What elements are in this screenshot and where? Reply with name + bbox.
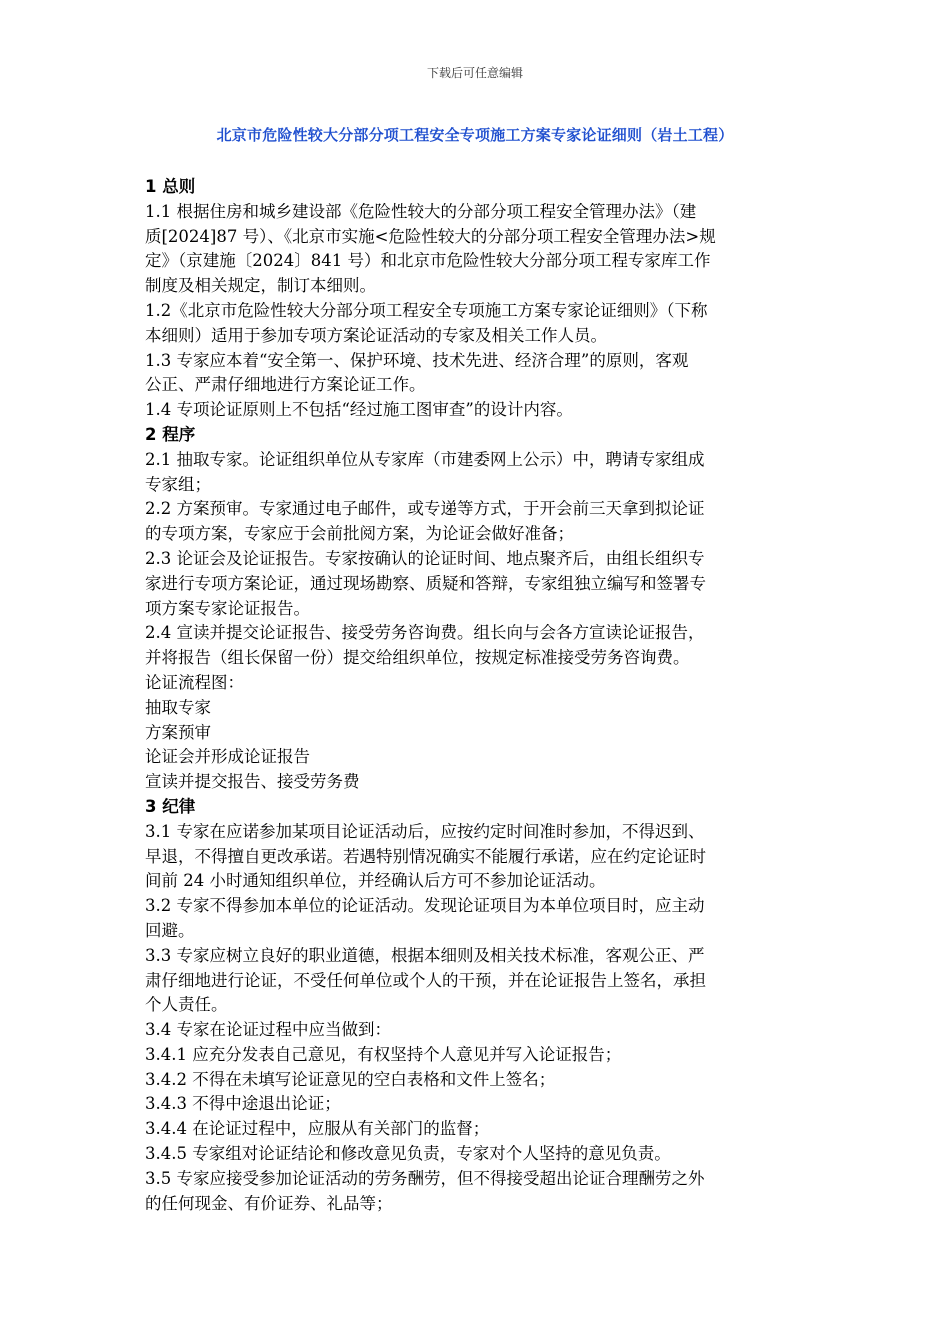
paragraph-line: 1.1 根据住房和城乡建设部《危险性较大的分部分项工程安全管理办法》（建 [145,201,697,221]
paragraph-line: 本细则）适用于参加专项方案论证活动的专家及相关工作人员。 [145,325,607,345]
paragraph-line: 论证会并形成论证报告 [145,747,310,767]
paragraph-line: 3.3 专家应树立良好的职业道德，根据本细则及相关技术标准，客观公正、严 [145,945,705,965]
paragraph-line: 3.4.1 应充分发表自己意见，有权坚持个人意见并写入论证报告； [145,1044,622,1064]
paragraph-line: 3.4.3 不得中途退出论证； [145,1094,341,1114]
paragraph-line: 宣读并提交报告、接受劳务费 [145,772,360,792]
paragraph-line: 公正、严肃仔细地进行方案论证工作。 [145,375,426,395]
paragraph-line: 个人责任。 [145,995,228,1015]
section-heading: 2 程序 [145,424,196,444]
paragraph-line: 专家组； [145,474,211,494]
paragraph-line: 并将报告（组长保留一份）提交给组织单位，按规定标准接受劳务咨询费。 [145,648,690,668]
paragraph-line: 1.2《北京市危险性较大分部分项工程安全专项施工方案专家论证细则》（下称 [145,300,708,320]
paragraph-line: 抽取专家 [145,697,211,717]
paragraph-line: 2.3 论证会及论证报告。专家按确认的论证时间、地点聚齐后，由组长组织专 [145,548,705,568]
document-title: 北京市危险性较大分部分项工程安全专项施工方案专家论证细则（岩土工程） [216,126,734,144]
paragraph-line: 质[2024]87 号）、《北京市实施<危险性较大的分部分项工程安全管理办法>规 [145,226,716,246]
paragraph-line: 3.5 专家应接受参加论证活动的劳务酬劳，但不得接受超出论证合理酬劳之外 [145,1168,705,1188]
paragraph-line: 间前 24 小时通知组织单位，并经确认后方可不参加论证活动。 [145,871,606,891]
paragraph-line: 家进行专项方案论证，通过现场勘察、质疑和答辩，专家组独立编写和签署专 [145,573,706,593]
paragraph-line: 回避。 [145,920,195,940]
paragraph-line: 肃仔细地进行论证，不受任何单位或个人的干预，并在论证报告上签名，承担 [145,970,706,990]
section-heading: 3 纪律 [145,796,196,816]
page-header-note: 下载后可任意编辑 [426,66,523,80]
paragraph-line: 3.1 专家在应诺参加某项目论证活动后，应按约定时间准时参加，不得迟到、 [145,821,705,841]
paragraph-line: 的专项方案，专家应于会前批阅方案，为论证会做好准备； [145,524,574,544]
paragraph-line: 项方案专家论证报告。 [145,598,310,618]
paragraph-line: 方案预审 [145,722,211,742]
paragraph-line: 论证流程图： [145,672,244,692]
document-body [145,175,810,1216]
paragraph-line: 3.4.2 不得在未填写论证意见的空白表格和文件上签名； [145,1069,556,1089]
paragraph-line: 早退，不得擅自更改承诺。若遇特别情况确实不能履行承诺，应在约定论证时 [145,846,706,866]
paragraph-line: 3.4.5 专家组对论证结论和修改意见负责，专家对个人坚持的意见负责。 [145,1144,671,1164]
paragraph-line: 的任何现金、有价证券、礼品等； [145,1193,393,1213]
paragraph-line: 3.4 专家在论证过程中应当做到： [145,1020,391,1040]
paragraph-line: 3.2 专家不得参加本单位的论证活动。发现论证项目为本单位项目时，应主动 [145,896,705,916]
paragraph-line: 1.4 专项论证原则上不包括“经过施工图审查”的设计内容。 [145,400,573,420]
section-heading: 1 总则 [145,177,196,196]
paragraph-line: 3.4.4 在论证过程中，应服从有关部门的监督； [145,1119,490,1139]
paragraph-line: 2.2 方案预审。专家通过电子邮件，或专递等方式，于开会前三天拿到拟论证 [145,499,705,519]
paragraph-line: 1.3 专家应本着“安全第一、保护环境、技术先进、经济合理”的原则，客观 [145,350,689,370]
paragraph-line: 制度及相关规定，制订本细则。 [145,276,376,296]
paragraph-line: 2.4 宣读并提交论证报告、接受劳务咨询费。组长向与会各方宣读论证报告， [145,623,705,643]
paragraph-line: 定》（京建施〔2024〕841 号）和北京市危险性较大分部分项工程专家库工作 [145,251,711,271]
paragraph-line: 2.1 抽取专家。论证组织单位从专家库（市建委网上公示）中，聘请专家组成 [145,449,705,469]
